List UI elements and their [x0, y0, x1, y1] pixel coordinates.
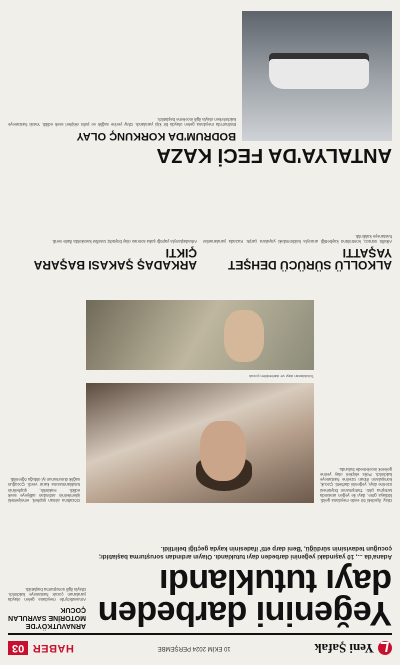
headline-zone — [8, 509, 392, 632]
bodrum-story — [8, 11, 236, 141]
lead-photo — [86, 383, 314, 503]
section-label: HABER — [32, 642, 74, 654]
side-story-text: Arnavutköy'de meydana gelen olayda yaralanan çocuk hastaneye kaldırıldı. Olayla ilgili soruşturma başlatıldı. — [8, 586, 86, 602]
secondary-photo — [86, 300, 314, 370]
photo-caption: Tutuklanan dayı ve darbedilen çocuk — [248, 374, 314, 379]
photo-face-shape — [200, 421, 246, 481]
car-shape — [270, 53, 370, 89]
photo-column — [86, 275, 314, 503]
arkadas-text: Arkadaşlarıyla yaptığı şaka sonrası olay büyüdü; taraflar karakolda ifade verdi. — [51, 239, 197, 244]
logo-icon — [378, 641, 392, 655]
arkadas-story — [8, 171, 197, 271]
car-photo — [242, 11, 392, 141]
feature-row — [8, 11, 392, 141]
lead-column-right: Gözaltına alınan şüpheli, emniyetteki işlemlerinin ardından adliyeye sevk edildi. Hakimlik, şüphelinin tutuklanmasına karar verdi. Çocuğun sağlık durumunun iyi olduğu öğrenildi. — [8, 477, 80, 503]
logo-text: Yeni Şafak — [314, 641, 374, 656]
lead-column-left: Olay, ilçedeki bir evde meydana geldi. İddiaya göre, dayı ile yeğen arasında tartışma çıktı. Tartışmanın büyümesi üzerine dayı, yeğenini darbetti. Çocuk, komşuların ihbarı üzerine hastaneye kaldırıldı. Polis ekipleri olay yerine gelerek incelemede bulundu. — [320, 466, 392, 503]
main-headline: Yeğenini darbeden dayı tutuklandı — [98, 562, 392, 632]
bodrum-title: BODRUM'DA KORKUNÇ OLAY — [76, 130, 236, 142]
alkollu-story — [203, 171, 392, 271]
page-number: 03 — [8, 641, 28, 655]
lead-story-row — [8, 275, 392, 503]
logo — [314, 640, 392, 656]
secondary-stories-row — [8, 171, 392, 271]
alkollu-title: ALKOLLÜ SÜRÜCÜ DEHŞET YAŞATTI — [228, 246, 392, 272]
date-line — [158, 645, 231, 651]
alkollu-text: Alkollü sürücü, kontrolünü kaybettiği aracıyla kaldırımdaki yayalara çarptı. Kazada yaralananlar hastaneye kaldırıldı. — [203, 233, 392, 244]
arkadas-title: ARKADAŞ ŞAKASI BAŞARA ÇIKTI — [34, 246, 197, 272]
bodrum-text: Bodrum'da meydana gelen olayda bir kişi yaralandı. Olay yerine sağlık ve polis ekipleri sevk edildi. Yaralı hastaneye kaldırılırken olayla ilgili inceleme başlatıldı. — [8, 116, 236, 127]
issue-date: 10 EKİM 2024 PERŞEMBE — [157, 645, 231, 651]
side-story-title: ARNAVUTKÖY'DE MOTORİNE SAVRULAN ÇOCUK — [8, 606, 86, 629]
photo-figure-shape — [224, 310, 264, 362]
section-header — [8, 641, 74, 655]
main-headline-block — [92, 509, 392, 632]
feature-headline: ANTALYA'DA FECİ KAZA — [156, 144, 392, 166]
side-story — [8, 509, 86, 629]
masthead — [8, 633, 392, 659]
headline-spot: Adana'da ..., 10 yaşındaki yeğenini darbeden dayı tutuklandı. Olayın ardından soruşturma başlatıldı; çocuğun tedavisinin sürdüğü, 'Beni darp etti' ifadesinin kayda geçtiği belirtildi. — [98, 545, 392, 560]
